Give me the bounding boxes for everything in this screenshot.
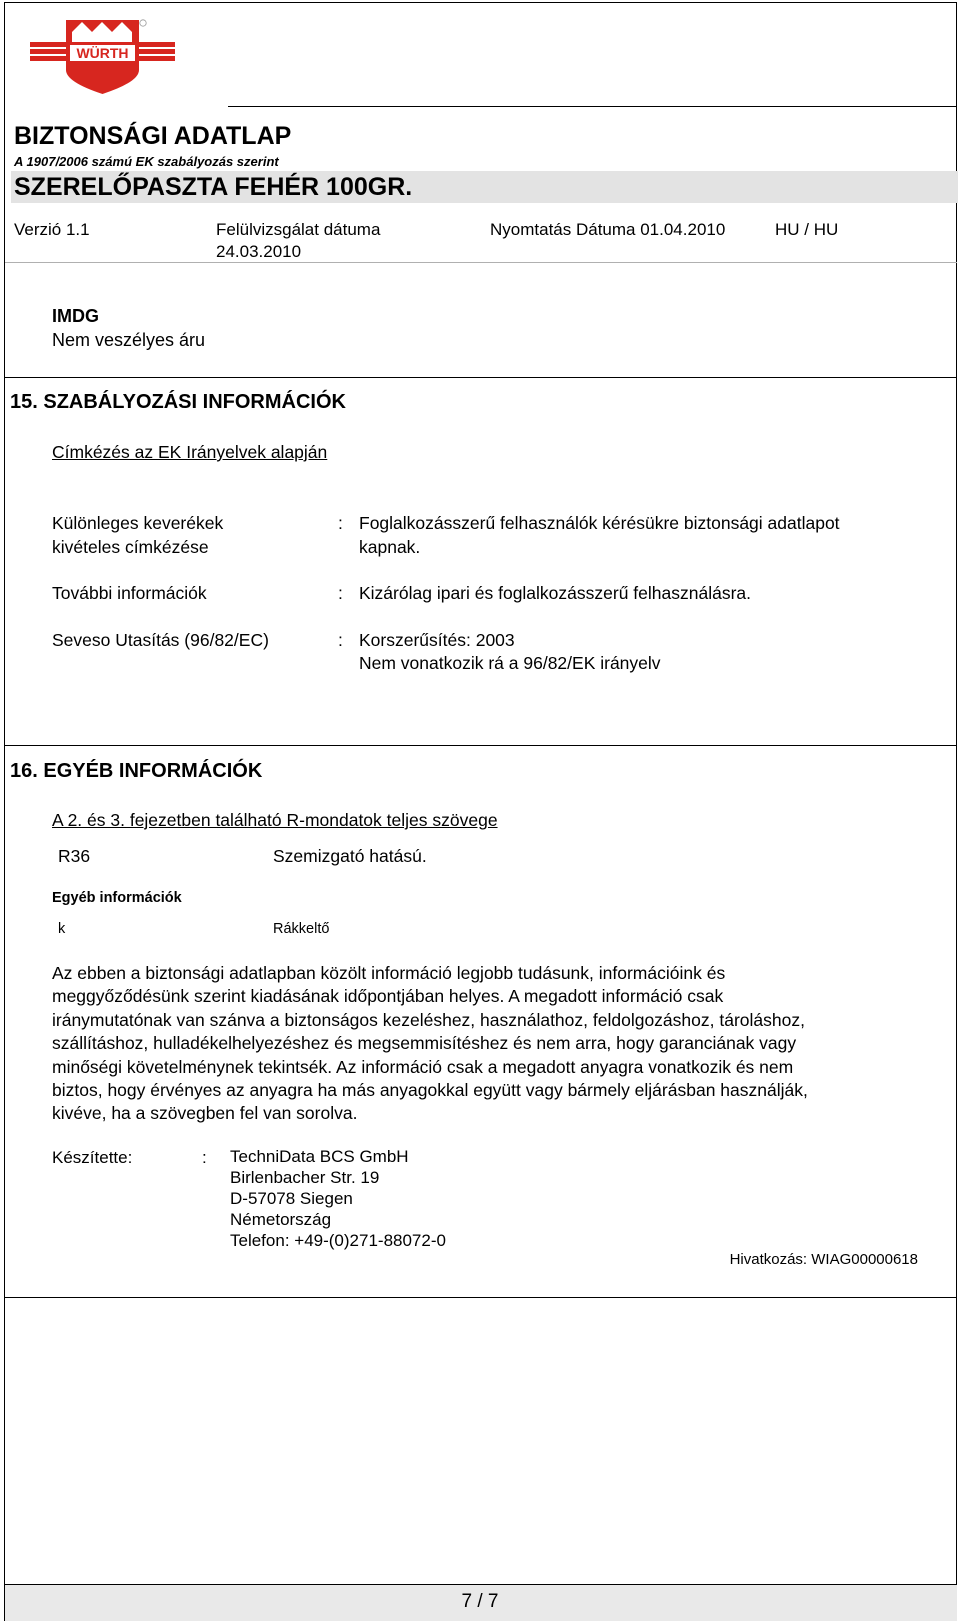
address-line: TechniData BCS GmbH bbox=[230, 1147, 409, 1166]
product-name: SZERELŐPASZTA FEHÉR 100GR. bbox=[14, 173, 413, 201]
section-16-title: 16. EGYÉB INFORMÁCIÓK bbox=[10, 760, 263, 782]
header-divider bbox=[5, 262, 957, 263]
header-rule bbox=[228, 106, 957, 107]
prepared-by-address bbox=[230, 1146, 446, 1251]
brand-text: WÜRTH bbox=[76, 45, 129, 61]
row-3-value-line-2: Nem vonatkozik rá a 96/82/EK irányelv bbox=[359, 653, 661, 673]
paragraph-line: szállításhoz, hulladékelhelyezéshez és megsemmisítéshez és nem arra, hogy garanciának vagy bbox=[52, 1033, 797, 1054]
address-line: Birlenbacher Str. 19 bbox=[230, 1168, 380, 1187]
paragraph-line: minőségi követelménynek tekintsék. Az információ csak a megadott anyagra vonatkozik és nem bbox=[52, 1056, 794, 1077]
row-1-value-line-2: kapnak. bbox=[359, 537, 421, 557]
paragraph-line: meggyőződésünk szerint kiadásának időpontjában helyes. A megadott információ csak bbox=[52, 986, 724, 1007]
row-2-label: További információk bbox=[52, 583, 207, 603]
row-1-separator: : bbox=[338, 513, 343, 533]
regulation-subtitle: A 1907/2006 számú EK szabályozás szerint bbox=[14, 154, 279, 169]
r-phrases-heading: A 2. és 3. fejezetben található R-mondatok teljes szövege bbox=[52, 810, 498, 830]
reference-number: Hivatkozás: WIAG00000618 bbox=[729, 1251, 918, 1268]
page-number: 7 / 7 bbox=[461, 1591, 499, 1612]
paragraph-line: Az ebben a biztonsági adatlapban közölt információ legjobb tudásunk, információink és bbox=[52, 963, 726, 983]
paragraph-line: kivéve, ha a szövegben fel van sorolva. bbox=[52, 1103, 358, 1124]
disclaimer-paragraph bbox=[52, 962, 957, 1126]
r-code: R36 bbox=[58, 846, 91, 866]
wurth-logo bbox=[30, 18, 175, 96]
row-2-value: Kizárólag ipari és foglalkozásszerű felhasználásra. bbox=[359, 583, 752, 603]
section-divider bbox=[5, 745, 957, 746]
imdg-heading: IMDG bbox=[52, 306, 99, 326]
r-text: Szemizgató hatású. bbox=[273, 846, 427, 866]
document-title: BIZTONSÁGI ADATLAP bbox=[14, 122, 292, 150]
address-line: Németország bbox=[230, 1210, 332, 1229]
print-date: Nyomtatás Dátuma 01.04.2010 bbox=[490, 220, 726, 239]
prepared-by-label: Készítette: bbox=[52, 1148, 133, 1167]
section-divider bbox=[5, 1297, 957, 1298]
other-info-heading: Egyéb információk bbox=[52, 890, 182, 906]
row-1-label-line-1: Különleges keverékek bbox=[52, 513, 224, 533]
row-1-value-line-1: Foglalkozásszerű felhasználók kérésükre biztonsági adatlapot bbox=[359, 513, 840, 533]
labelling-subtitle: Címkézés az EK Irányelvek alapján bbox=[52, 442, 328, 462]
row-3-label: Seveso Utasítás (96/82/EC) bbox=[52, 630, 269, 650]
imdg-value: Nem veszélyes áru bbox=[52, 330, 206, 350]
revision-date: 24.03.2010 bbox=[216, 242, 302, 261]
section-15-title: 15. SZABÁLYOZÁSI INFORMÁCIÓK bbox=[10, 391, 346, 413]
row-3-separator: : bbox=[338, 630, 343, 650]
paragraph-line: iránymutatónak van szánva a biztonságos kezeléshez, használathoz, feldolgozáshoz, tároláshoz, bbox=[52, 1009, 805, 1030]
abbr-code: k bbox=[58, 921, 66, 937]
row-2-separator: : bbox=[338, 583, 343, 603]
address-line: Telefon: +49-(0)271-88072-0 bbox=[230, 1231, 446, 1250]
language: HU / HU bbox=[775, 220, 839, 239]
prepared-by-separator: : bbox=[202, 1148, 207, 1167]
row-3-value-line-1: Korszerűsítés: 2003 bbox=[359, 630, 515, 650]
paragraph-line: biztos, hogy érvényes az anyagra ha más anyagokkal együtt vagy bármely eljárásban használják, bbox=[52, 1080, 808, 1101]
abbr-text: Rákkeltő bbox=[273, 921, 330, 937]
row-1-label-line-2: kivételes címkézése bbox=[52, 537, 209, 557]
address-line: D-57078 Siegen bbox=[230, 1189, 353, 1208]
version: Verzió 1.1 bbox=[14, 220, 90, 239]
section-divider bbox=[5, 377, 957, 378]
revision-label: Felülvizsgálat dátuma bbox=[216, 220, 381, 239]
